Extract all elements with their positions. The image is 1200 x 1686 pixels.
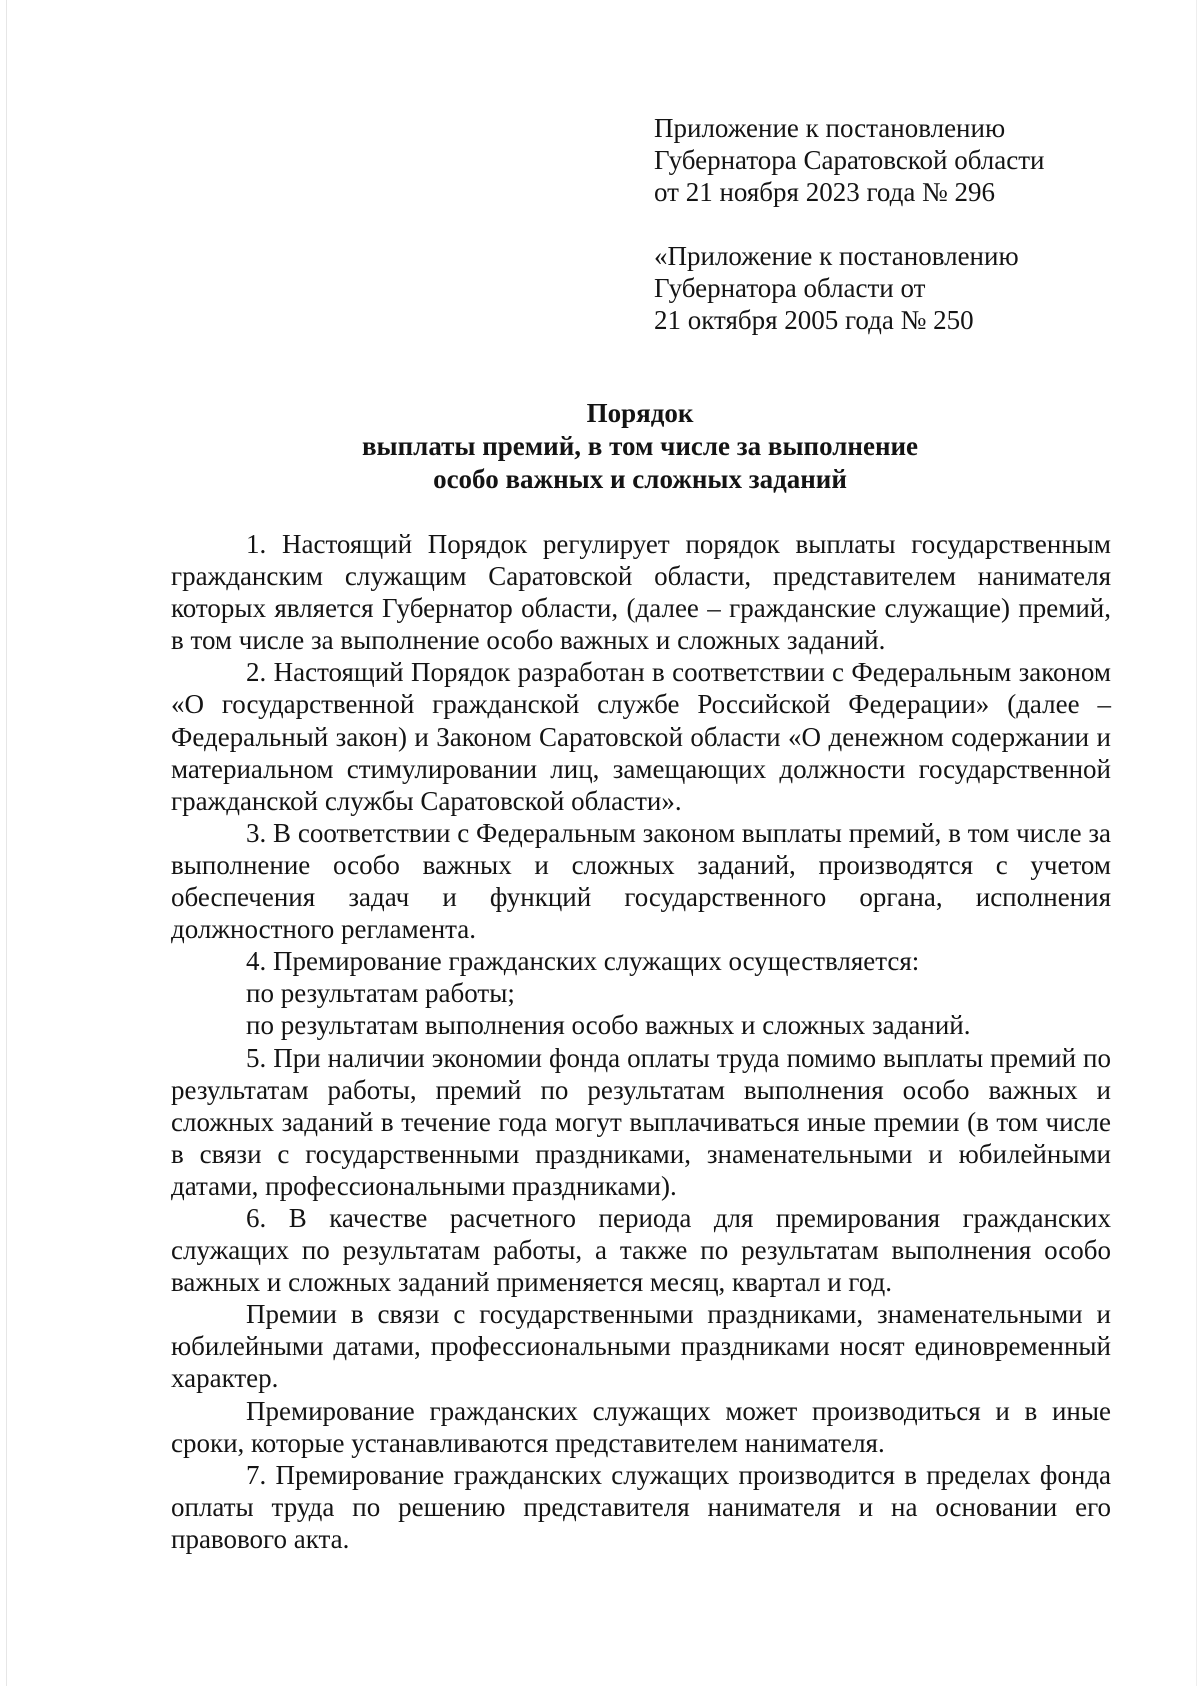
- document-body: [171, 528, 1111, 1555]
- annex-current-line-2: Губернатора Саратовской области: [654, 145, 1045, 175]
- paragraph-1: 1. Настоящий Порядок регулирует порядок выплаты государственным гражданским служащим Саратовской области, представителем нанимателя которых является Губернатор области, (далее – гражданские служащие) премий, в том числе за выполнение особо важных и сложных заданий.: [171, 529, 1111, 656]
- scan-edge-left: [6, 0, 7, 1686]
- annex-current-line-1: Приложение к постановлению: [654, 113, 1006, 143]
- paragraph-7: 7. Премирование гражданских служащих производится в пределах фонда оплаты труда по решению представителя нанимателя и на основании его правового акта.: [171, 1459, 1111, 1554]
- document-title: [170, 397, 1110, 496]
- annex-original-line-3: 21 октября 2005 года № 250: [654, 305, 974, 335]
- paragraph-5: 5. При наличии экономии фонда оплаты труда помимо выплаты премий по результатам работы, премий по результатам выполнения особо важных и сложных заданий в течение года могут выплачиваться иные премии (в том числе в связи с государственными праздниками, знаменательными и юбилейными датами, профессиональными праздниками).: [171, 1042, 1111, 1201]
- title-line-1: Порядок: [586, 398, 694, 428]
- paragraph-6-note-1: Премии в связи с государственными праздниками, знаменательными и юбилейными датами, профессиональными праздниками носят единовременный характер.: [171, 1299, 1111, 1394]
- annex-header-original: [654, 240, 1174, 336]
- title-line-3: особо важных и сложных заданий: [433, 464, 847, 494]
- paragraph-4-item-1: по результатам работы;: [246, 978, 515, 1009]
- annex-original-line-2: Губернатора области от: [654, 273, 926, 303]
- paragraph-6-note-2: Премирование гражданских служащих может производиться и в иные сроки, которые устанавливаются представителем нанимателя.: [171, 1395, 1111, 1458]
- paragraph-4: 4. Премирование гражданских служащих осуществляется:: [246, 946, 920, 977]
- annex-header-current: [654, 112, 1174, 208]
- annex-current-line-3: от 21 ноября 2023 года № 296: [654, 177, 996, 207]
- title-line-2: выплаты премий, в том числе за выполнение: [361, 431, 919, 461]
- scan-edge-right: [1196, 0, 1197, 1686]
- paragraph-3: 3. В соответствии с Федеральным законом выплаты премий, в том числе за выполнение особо важных и сложных заданий, производятся с учетом обеспечения задач и функций государственного органа, исполнения должностного регламента.: [171, 817, 1111, 945]
- paragraph-2: 2. Настоящий Порядок разработан в соответствии с Федеральным законом «О государственной гражданской службе Российской Федерации» (далее – Федеральный закон) и Законом Саратовской области «О денежном содержании и материальном стимулировании лиц, замещающих должности государственной гражданской службы Саратовской области».: [171, 657, 1111, 816]
- annex-original-line-1: «Приложение к постановлению: [654, 241, 1019, 271]
- paragraph-6: 6. В качестве расчетного периода для премирования гражданских служащих по результатам работы, а также по результатам выполнения особо важных и сложных заданий применяется месяц, квартал и год.: [171, 1202, 1111, 1298]
- paragraph-4-item-2: по результатам выполнения особо важных и сложных заданий.: [246, 1010, 971, 1041]
